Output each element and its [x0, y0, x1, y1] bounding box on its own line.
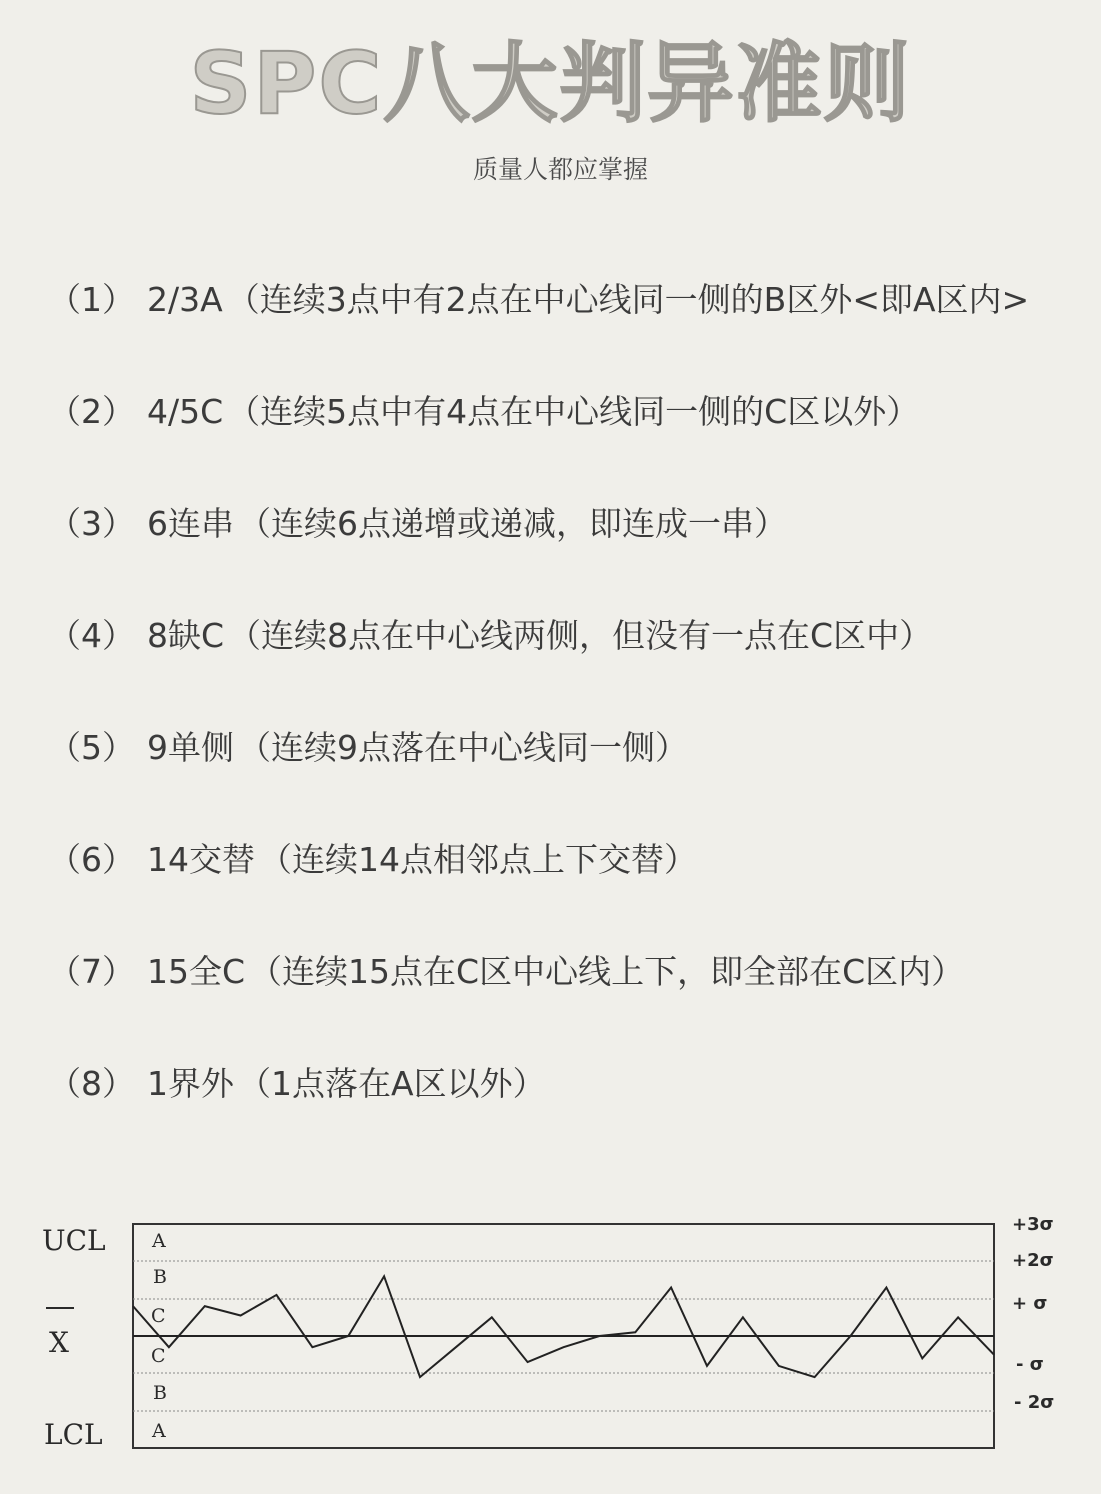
- zone-label: B: [153, 1266, 167, 1288]
- rule-name: 1界外: [147, 1064, 234, 1103]
- sigma-label: - 2σ: [1014, 1392, 1055, 1413]
- rule-description: （连续14点相邻点上下交替）: [259, 840, 697, 879]
- sigma-label: + σ: [1012, 1293, 1048, 1314]
- rule-description: （1点落在A区以外）: [238, 1064, 546, 1103]
- rule-description: （连续6点递增或递减，即连成一串）: [238, 504, 787, 543]
- zone-label: C: [151, 1305, 166, 1327]
- rule-number: （3）: [48, 504, 135, 543]
- page-subtitle: 质量人都应掌握: [472, 155, 648, 184]
- rule-description: （连续15点在C区中心线上下，即全部在C区内）: [249, 952, 965, 991]
- rule-item: [48, 608, 1101, 720]
- rule-item: [48, 1056, 1101, 1168]
- rule-item: [48, 496, 1101, 608]
- zone-label: A: [152, 1230, 166, 1252]
- rules-list: [48, 272, 1101, 1168]
- zone-label: A: [152, 1420, 166, 1442]
- rule-number: （8）: [48, 1064, 135, 1103]
- zone-label: C: [151, 1345, 166, 1367]
- data-series-line: [133, 1276, 994, 1377]
- rule-name: 8缺C: [147, 616, 225, 655]
- rule-item: [48, 832, 1101, 944]
- rule-item: [48, 272, 1101, 384]
- rule-description: （连续9点落在中心线同一侧）: [238, 728, 688, 767]
- rule-name: 15全C: [147, 952, 246, 991]
- lcl-label: LCL: [44, 1418, 103, 1451]
- ucl-label: UCL: [42, 1224, 106, 1257]
- zone-label: B: [153, 1382, 167, 1404]
- control-chart: [0, 1200, 1101, 1494]
- sigma-label: - σ: [1016, 1354, 1044, 1375]
- control-chart-plot: [0, 1200, 1101, 1494]
- rule-number: （7）: [48, 952, 135, 991]
- rule-name: 14交替: [147, 840, 255, 879]
- rule-number: （2）: [48, 392, 135, 431]
- rule-name: 9单侧: [147, 728, 234, 767]
- sigma-label: +3σ: [1012, 1214, 1054, 1235]
- rule-description: （连续3点中有2点在中心线同一侧的B区外<即A区内>: [226, 280, 1030, 319]
- center-label: X: [49, 1326, 69, 1359]
- sigma-label: +2σ: [1012, 1250, 1054, 1271]
- rule-number: （1）: [48, 280, 135, 319]
- rule-number: （4）: [48, 616, 135, 655]
- rule-description: （连续5点中有4点在中心线同一侧的C区以外）: [227, 392, 920, 431]
- rule-item: [48, 720, 1101, 832]
- rule-name: 4/5C: [147, 392, 224, 431]
- rule-description: （连续8点在中心线两侧，但没有一点在C区中）: [228, 616, 933, 655]
- rule-number: （5）: [48, 728, 135, 767]
- page-title: SPC八大判异准则: [189, 34, 912, 134]
- rule-number: （6）: [48, 840, 135, 879]
- rule-name: 6连串: [147, 504, 234, 543]
- rule-item: [48, 384, 1101, 496]
- rule-name: 2/3A: [147, 280, 223, 319]
- rule-item: [48, 944, 1101, 1056]
